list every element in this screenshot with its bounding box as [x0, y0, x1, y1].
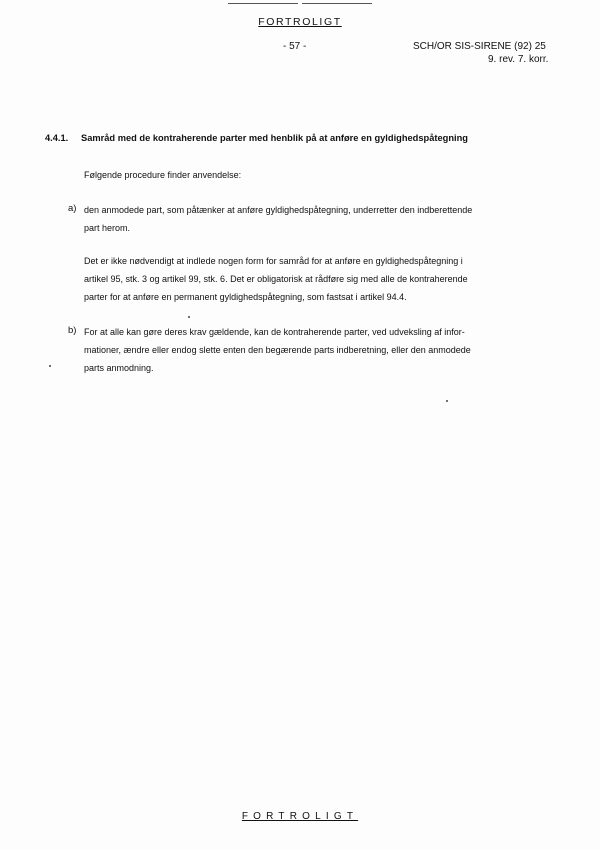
section-heading [45, 133, 468, 143]
scan-speck [188, 316, 190, 318]
text-line: mationer, ændre eller endog slette enten den begærende parts indberetning, eller den anmodede [84, 345, 471, 355]
list-marker-b: b) [68, 325, 77, 336]
text-line: parts anmodning. [84, 363, 154, 373]
page-number: - 57 - [283, 41, 307, 52]
document-reference [413, 40, 548, 66]
text-line: den anmodede part, som påtænker at anføre gyldighedspåtegning, underretter den indberettende [84, 205, 473, 215]
scan-speck [49, 365, 51, 367]
scan-line [302, 3, 372, 4]
document-reference-code: SCH/OR SIS-SIRENE (92) 25 [413, 41, 546, 52]
item-a-note [84, 252, 468, 306]
header-classification: FORTROLIGT [258, 16, 342, 28]
text-line: part herom. [84, 223, 131, 233]
text-line: For at alle kan gøre deres krav gældende, kan de kontraherende parter, ved udveksling af infor- [84, 327, 465, 337]
intro-paragraph: Følgende procedure finder anvendelse: [84, 170, 242, 180]
item-a-text [84, 201, 472, 237]
section-number: 4.4.1. [45, 133, 69, 143]
item-b-text [84, 323, 471, 377]
document-revision: 9. rev. 7. korr. [488, 54, 549, 65]
scan-line [228, 3, 298, 4]
list-marker-a: a) [68, 203, 77, 214]
footer-classification: FORTROLIGT [241, 811, 359, 822]
text-line: parter for at anføre en permanent gyldighedspåtegning, som fastsat i artikel 94.4. [84, 292, 407, 302]
scan-speck [446, 400, 448, 402]
section-title: Samråd med de kontraherende parter med henblik på at anføre en gyldighedspåtegning [81, 133, 468, 143]
text-line: Det er ikke nødvendigt at indlede nogen form for samråd for at anføre en gyldighedspåtegning i [84, 256, 463, 266]
text-line: artikel 95, stk. 3 og artikel 99, stk. 6. Det er obligatorisk at rådføre sig med alle de kontraherende [84, 274, 468, 284]
